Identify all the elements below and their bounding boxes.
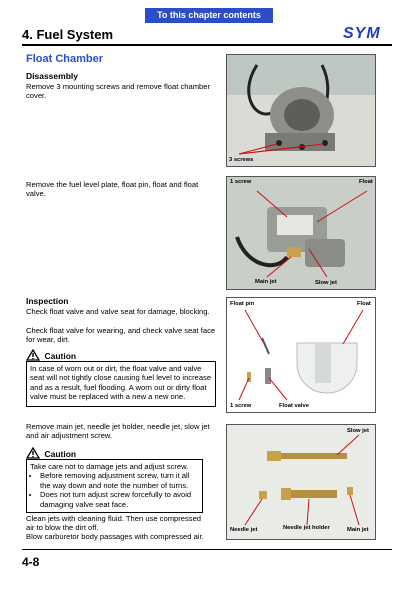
photo-float-removal [226,176,376,290]
warning-icon [26,447,40,459]
chapter-title: 4. Fuel System [22,27,114,42]
label-needle-jet-holder: Needle jet holder [283,525,330,531]
jets-text: Remove main jet, needle jet holder, needle jet, slow jet and air adjustment screw. [26,422,210,441]
label-slow-jet-2: Slow jet [347,428,369,434]
caution-box [26,361,216,407]
jets-photo [227,425,375,539]
photo-carburetor-screws [226,54,376,167]
label-float-pin: Float pin [230,301,255,307]
page-number: 4-8 [22,555,40,569]
label-3-screws: 3 screws [229,157,254,163]
blow-text: Blow carburetor body passages with compressed air. [26,532,204,541]
label-1-screw-2: 1 screw [230,403,252,409]
float-chamber-photo [227,177,375,289]
caution-title-2: Caution [44,449,77,459]
caution-lead: Take care not to damage jets and adjust screw. [30,462,189,471]
warning-icon [26,349,40,361]
sym-logo: SYM [343,25,381,42]
label-needle-jet: Needle jet [230,527,258,533]
label-float-2: Float [357,301,371,307]
caution-text: In case of worn out or dirt, the float valve and valve seat will not tightly close causing fuel level to increase and as a result, fuel flooding. A worn out or dirty float valve must be replaced with a new a new one. [30,364,212,402]
label-float: Float [359,179,373,185]
caution-title: Caution [44,351,77,361]
disassembly-text: Remove 3 mounting screws and remove float chamber cover. [26,82,211,101]
inspection-text-1: Check float valve and valve seat for damage, blocking. [26,307,210,316]
clean-text: Clean jets with cleaning fluid. Then use compressed air to blow the dirt off. [26,514,202,533]
inspection-heading: Inspection [26,296,69,306]
carburetor-photo [227,55,375,166]
label-main-jet: Main jet [255,279,277,285]
header-rule [22,44,392,46]
caution-box-2 [26,459,203,513]
label-1-screw: 1 screw [230,179,252,185]
inspection-text-2: Check float valve for wearing, and check valve seat face for wear, dirt. [26,326,216,345]
caution-item: • Does not turn adjust screw forcefully to avoid damaging valve seat face. [40,490,199,509]
float-parts-photo [227,298,375,412]
label-main-jet-2: Main jet [347,527,369,533]
caution-item: • Before removing adjustment screw, turn it all the way down and note the number of turns. [40,471,199,490]
chapter-contents-link[interactable]: To this chapter contents [145,8,273,23]
label-float-valve: Float valve [279,403,309,409]
label-slow-jet: Slow jet [315,280,337,286]
remove-plate-text: Remove the fuel level plate, float pin, float and float valve. [26,180,199,199]
footer-rule [22,549,392,550]
disassembly-heading: Disassembly [26,71,78,81]
caution-list [30,471,199,509]
photo-float-parts [226,297,376,413]
section-title: Float Chamber [26,53,104,65]
photo-jets [226,424,376,540]
